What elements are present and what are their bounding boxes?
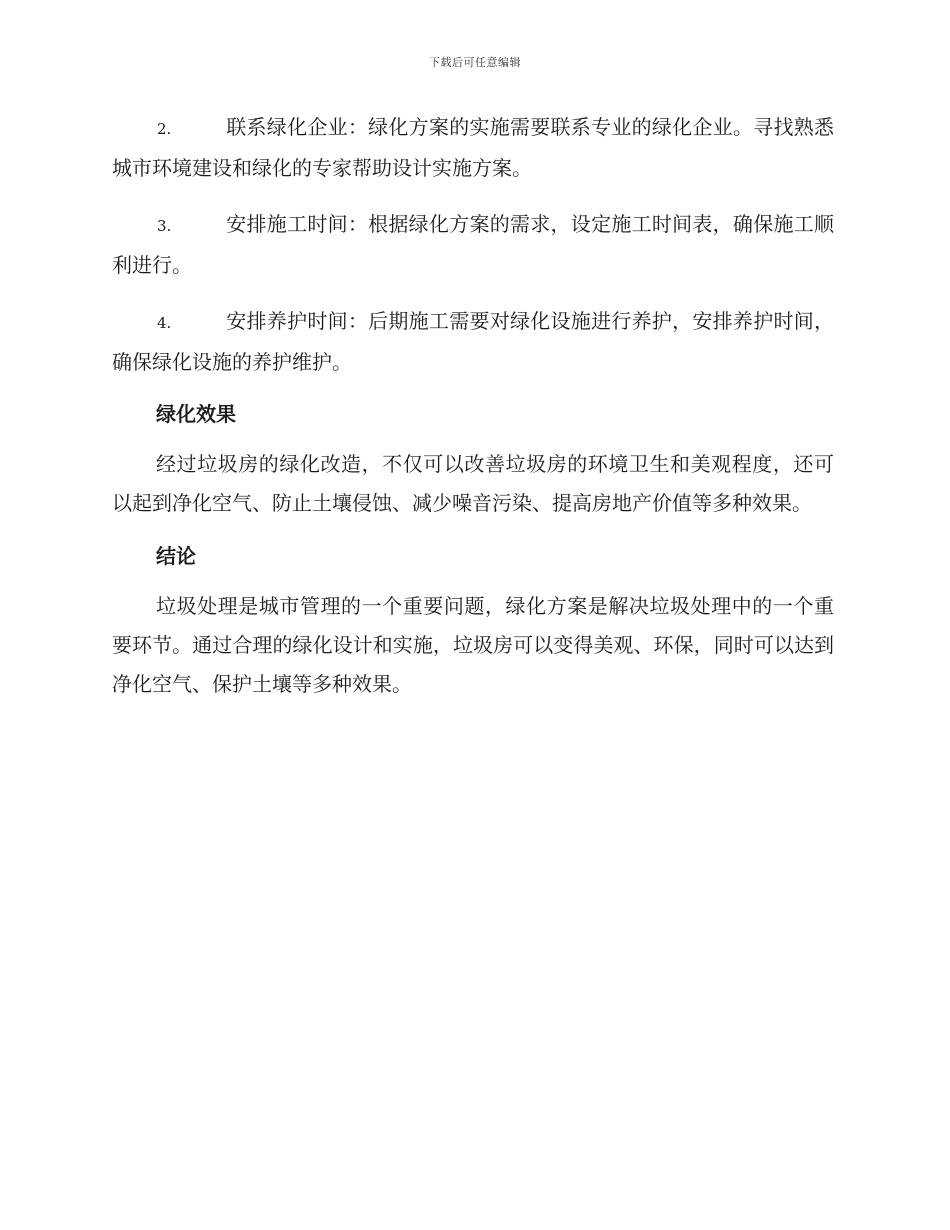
list-item xyxy=(112,302,834,382)
section-heading-effects: 绿化效果 xyxy=(156,402,236,426)
list-item-text: 安排施工时间：根据绿化方案的需求，设定施工时间表，确保施工顺利进行。 xyxy=(112,212,834,277)
list-item-number: 2. xyxy=(157,120,172,138)
page-header: 下载后可任意编辑 xyxy=(429,56,521,69)
section-paragraph-effects: 经过垃圾房的绿化改造，不仅可以改善垃圾房的环境卫生和美观程度，还可以起到净化空气、防止土壤侵蚀、减少噪音污染、提高房地产价值等多种效果。 xyxy=(112,452,834,515)
list-item-number: 3. xyxy=(157,217,172,235)
document-body xyxy=(112,108,834,722)
section-heading-conclusion: 结论 xyxy=(156,544,196,568)
list-item xyxy=(112,205,834,285)
list-item-text: 安排养护时间：后期施工需要对绿化设施进行养护，安排养护时间，确保绿化设施的养护维护。 xyxy=(112,309,834,374)
list-item-number: 4. xyxy=(157,314,172,332)
list-item-text: 联系绿化企业：绿化方案的实施需要联系专业的绿化企业。寻找熟悉城市环境建设和绿化的专家帮助设计实施方案。 xyxy=(112,115,834,180)
section-paragraph-conclusion: 垃圾处理是城市管理的一个重要问题，绿化方案是解决垃圾处理中的一个重要环节。通过合理的绿化设计和实施，垃圾房可以变得美观、环保，同时可以达到净化空气、保护土壤等多种效果。 xyxy=(112,594,834,696)
list-item xyxy=(112,108,834,188)
